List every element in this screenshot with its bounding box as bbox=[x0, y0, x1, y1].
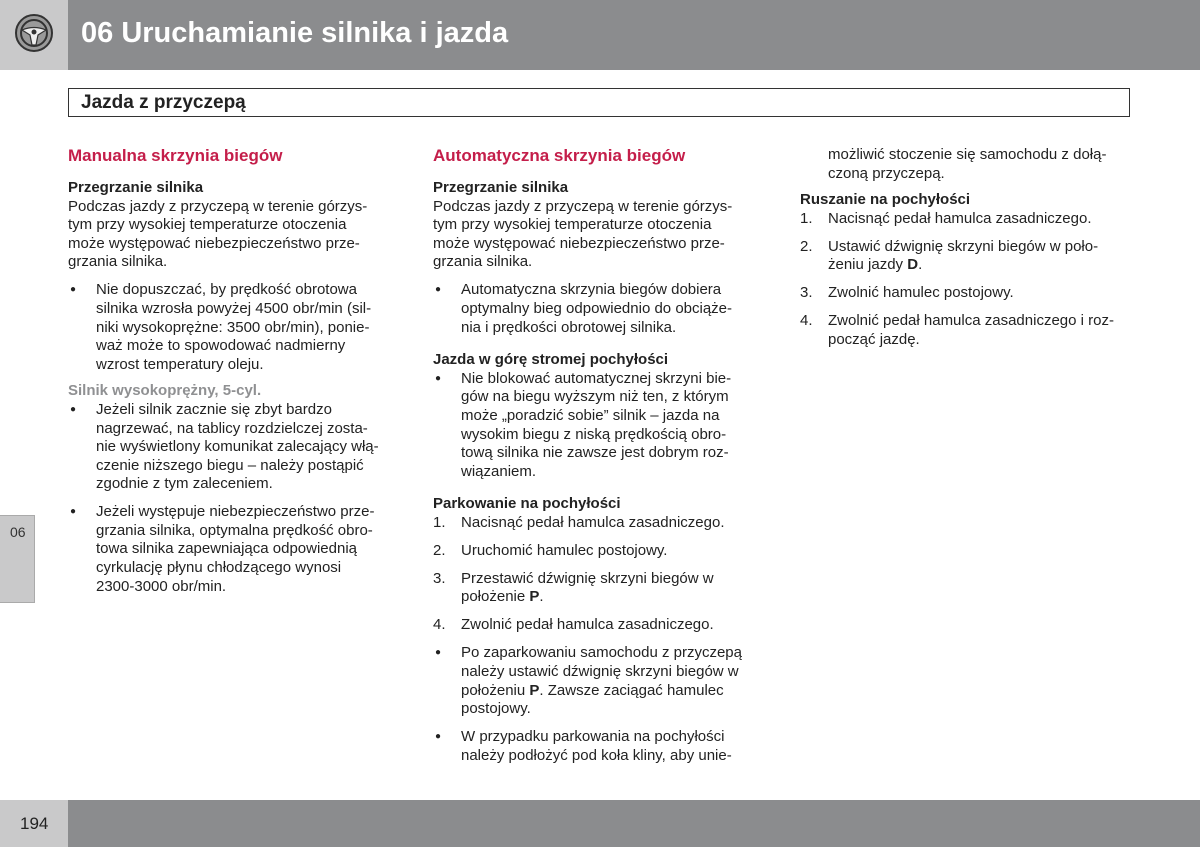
text-line: Przegrzanie silnika bbox=[433, 179, 569, 196]
numbered-item bbox=[433, 570, 783, 607]
numbered-item bbox=[433, 514, 783, 533]
bullet-icon: ● bbox=[435, 647, 442, 659]
text-line: Uruchomić hamulec postojowy. bbox=[461, 541, 668, 559]
text-line: Jeżeli silnik zacznie się zbyt bardzo bbox=[96, 400, 332, 418]
text-line: Przegrzanie silnika bbox=[68, 179, 204, 196]
text-line: nia i prędkości obrotowej silnika. bbox=[461, 318, 677, 336]
text-line: tym przy wysokiej temperaturze otoczenia bbox=[433, 216, 712, 234]
column-heading bbox=[68, 146, 418, 166]
bullet-icon: ● bbox=[435, 284, 442, 296]
text-line: gów na biegu wyższym niż ten, z którym bbox=[461, 388, 729, 406]
text-line: począć jazdę. bbox=[828, 330, 920, 348]
text-line: Ustawić dźwignię skrzyni biegów w poło- bbox=[828, 237, 1099, 255]
text-line: Jeżeli występuje niebezpieczeństwo prze- bbox=[96, 503, 375, 521]
header-left-block bbox=[0, 0, 68, 70]
column-heading bbox=[433, 146, 783, 166]
text-line: W przypadku parkowania na pochyłości bbox=[461, 728, 725, 746]
subheading bbox=[433, 179, 783, 198]
text-line: grzania silnika. bbox=[433, 253, 533, 271]
text-line: Ruszanie na pochyłości bbox=[800, 191, 971, 209]
subheading bbox=[800, 191, 1150, 210]
bullet-icon: ● bbox=[435, 372, 442, 384]
text-line: Podczas jazdy z przyczepą w terenie górzys- bbox=[68, 197, 368, 215]
text-line: Automatyczna skrzynia biegów bbox=[433, 146, 686, 165]
subheading bbox=[68, 179, 418, 198]
text-line: zgodnie z tym zaleceniem. bbox=[96, 475, 273, 493]
item-number: 4. bbox=[433, 616, 446, 634]
text-line: Automatyczna skrzynia biegów dobiera bbox=[461, 281, 722, 299]
bullet-icon: ● bbox=[435, 731, 442, 743]
text-line: Parkowanie na pochyłości bbox=[433, 495, 621, 513]
item-number: 3. bbox=[433, 569, 446, 587]
numbered-item bbox=[800, 284, 1150, 303]
text-line: Jazda w górę stromej pochyłości bbox=[433, 351, 669, 369]
paragraph bbox=[433, 198, 783, 272]
chapter-tab-label: 06 bbox=[10, 524, 26, 540]
column-2 bbox=[433, 146, 783, 765]
bullet-item bbox=[68, 401, 418, 494]
text-line: tym przy wysokiej temperaturze otoczenia bbox=[68, 216, 347, 234]
paragraph bbox=[68, 198, 418, 272]
text-line: może występować niebezpieczeństwo prze- bbox=[68, 234, 360, 252]
column-1 bbox=[68, 146, 418, 596]
text-line: Silnik wysokoprężny, 5-cyl. bbox=[68, 382, 262, 400]
text-line: położeniu P. Zawsze zaciągać hamulec bbox=[461, 681, 724, 699]
text-line: czoną przyczepą. bbox=[828, 164, 945, 182]
text-line: możliwić stoczenie się samochodu z dołą- bbox=[828, 146, 1107, 163]
text-line: może „poradzić sobie” silnik – jazda na bbox=[461, 406, 720, 424]
bullet-item bbox=[433, 281, 783, 337]
column-3 bbox=[800, 146, 1150, 350]
footer-bar bbox=[68, 800, 1200, 847]
numbered-item bbox=[800, 210, 1150, 229]
item-number: 2. bbox=[800, 237, 813, 255]
text-line: Przestawić dźwignię skrzyni biegów w bbox=[461, 569, 714, 587]
text-line: wysokim biegu z niską prędkością obro- bbox=[461, 425, 727, 443]
text-line: nagrzewać, na tablicy rozdzielczej zosta- bbox=[96, 419, 368, 437]
text-line: żeniu jazdy D. bbox=[828, 256, 923, 274]
bullet-item bbox=[68, 281, 418, 374]
item-number: 2. bbox=[433, 541, 446, 559]
text-line: niki wysokoprężne: 3500 obr/min), ponie- bbox=[96, 318, 370, 336]
item-number: 4. bbox=[800, 312, 813, 330]
page-number: 194 bbox=[20, 814, 49, 833]
subheading bbox=[68, 382, 418, 401]
text-line: Nie blokować automatycznej skrzyni bie- bbox=[461, 369, 732, 387]
text-line: Zwolnić hamulec postojowy. bbox=[828, 284, 1014, 302]
text-line: grzania silnika, optymalna prędkość obro- bbox=[96, 521, 373, 539]
item-number: 3. bbox=[800, 284, 813, 302]
text-line: Nacisnąć pedał hamulca zasadniczego. bbox=[461, 513, 725, 531]
text-line: waż może to spowodować nadmierny bbox=[96, 337, 346, 355]
steering-wheel-icon bbox=[14, 13, 54, 53]
text-line: należy podłożyć pod koła kliny, aby unie- bbox=[461, 746, 732, 764]
text-line: czenie niższego biegu – należy postąpić bbox=[96, 456, 364, 474]
text-line: Nie dopuszczać, by prędkość obrotowa bbox=[96, 281, 357, 299]
section-title: Jazda z przyczepą bbox=[81, 92, 246, 113]
text-line: należy ustawić dźwignię skrzyni biegów w bbox=[461, 663, 739, 681]
text-line: Zwolnić pedał hamulca zasadniczego. bbox=[461, 616, 714, 634]
text-line: Po zaparkowaniu samochodu z przyczepą bbox=[461, 644, 742, 662]
chapter-title: 06 Uruchamianie silnika i jazda bbox=[81, 17, 509, 49]
bullet-item bbox=[433, 644, 783, 718]
text-line: postojowy. bbox=[461, 700, 531, 718]
item-number: 1. bbox=[800, 209, 813, 227]
numbered-item bbox=[433, 542, 783, 561]
bullet-item bbox=[433, 370, 783, 482]
subheading bbox=[433, 495, 783, 514]
chapter-side-tab bbox=[0, 515, 35, 603]
text-line: nie wyświetlony komunikat zalecający włą- bbox=[96, 438, 379, 456]
text-line: Zwolnić pedał hamulca zasadniczego i roz- bbox=[828, 312, 1114, 330]
bullet-item bbox=[68, 503, 418, 596]
text-line: towa silnika zapewniająca odpowiednią bbox=[96, 540, 357, 558]
bullet-icon: ● bbox=[70, 403, 77, 415]
text-line: wiązaniem. bbox=[461, 462, 537, 480]
text-line: Podczas jazdy z przyczepą w terenie górzys- bbox=[433, 197, 733, 215]
text-line: może występować niebezpieczeństwo prze- bbox=[433, 234, 725, 252]
text-line: grzania silnika. bbox=[68, 253, 168, 271]
text-line: cyrkulację płynu chłodzącego wynosi bbox=[96, 559, 342, 577]
text-line: wzrost temperatury oleju. bbox=[96, 355, 264, 373]
numbered-item bbox=[433, 616, 783, 635]
text-line: silnika wzrosła powyżej 4500 obr/min (sil- bbox=[96, 299, 372, 317]
bullet-icon: ● bbox=[70, 506, 77, 518]
text-line: tową silnika nie zawsze jest dobrym roz- bbox=[461, 444, 729, 462]
text-line: optymalny bieg odpowiednio do obciąże- bbox=[461, 299, 733, 317]
numbered-item bbox=[800, 238, 1150, 275]
text-line: Manualna skrzynia biegów bbox=[68, 146, 283, 165]
bullet-icon: ● bbox=[70, 284, 77, 296]
text-line: Nacisnąć pedał hamulca zasadniczego. bbox=[828, 209, 1092, 227]
text-line: 2300-3000 obr/min. bbox=[96, 577, 227, 595]
bullet-item bbox=[433, 728, 783, 765]
list-item-continuation bbox=[800, 146, 1150, 183]
text-line: położenie P. bbox=[461, 588, 544, 606]
item-number: 1. bbox=[433, 513, 446, 531]
section-title-box bbox=[68, 88, 1130, 117]
subheading bbox=[433, 351, 783, 370]
numbered-item bbox=[800, 312, 1150, 349]
